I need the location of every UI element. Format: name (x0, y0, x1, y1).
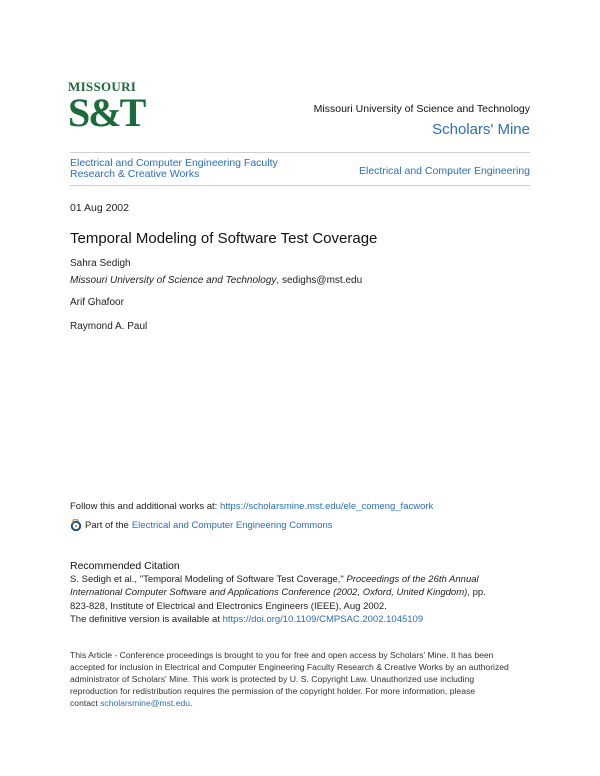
doi-link[interactable]: https://doi.org/10.1109/CMPSAC.2002.1045109 (222, 613, 424, 625)
recommended-citation-heading: Recommended Citation (70, 560, 180, 572)
collection-link-department[interactable]: Electrical and Computer Engineering (358, 165, 530, 177)
notice-line: This Article - Conference proceedings is brought to you for free and open access by Scholars' Mine. It has been (70, 650, 494, 660)
follow-text: Follow this and additional works at: (70, 501, 220, 512)
citation-block (70, 573, 540, 626)
citation-proceedings: Proceedings of the 26th Annual (346, 574, 479, 585)
paper-title: Temporal Modeling of Software Test Coverage (70, 230, 378, 247)
contact-email-link[interactable]: scholarsmine@mst.edu (100, 698, 191, 709)
publication-date: 01 Aug 2002 (70, 202, 129, 214)
part-of-text: Part of the (85, 519, 129, 531)
citation-prefix: S. Sedigh et al., "Temporal Modeling of Software Test Coverage," (70, 574, 347, 585)
notice-line: accepted for inclusion in Electrical and Computer Engineering Faculty Research & Creative Works by an authorized (70, 662, 509, 673)
contact-period: . (190, 698, 193, 709)
university-logo (68, 79, 145, 140)
author-name: Arif Ghafoor (70, 297, 124, 308)
logo-main-text: S&T (68, 90, 145, 135)
affiliation-name: Missouri University of Science and Technology (70, 275, 277, 286)
access-notice (70, 649, 510, 709)
part-of-line (70, 519, 333, 531)
divider-top (70, 152, 530, 153)
collection-link-faculty-works[interactable]: Electrical and Computer Engineering Faculty Research & Creative Works (70, 157, 278, 180)
follow-link[interactable]: https://scholarsmine.mst.edu/ele_comeng_facwork (219, 501, 434, 512)
author-name: Sahra Sedigh (70, 258, 131, 269)
citation-publisher: 823-828, Institute of Electrical and Electronics Engineers (IEEE), Aug 2002. (70, 600, 387, 612)
commons-link[interactable]: Electrical and Computer Engineering Commons (131, 519, 333, 531)
author-affiliation (70, 275, 362, 286)
author-email: , sedighs@mst.edu (276, 275, 363, 286)
citation-conference: International Computer Software and Applications Conference (2002, Oxford, United Kingdom) (70, 587, 468, 599)
contact-text: contact (70, 698, 101, 709)
logo-top-text: MISSOURI (68, 79, 137, 94)
notice-line: reproduction for redistribution requires the permission of the copyright holder. For more information, please (70, 686, 476, 697)
repository-link[interactable]: Scholars' Mine (432, 121, 530, 138)
divider-bottom (70, 185, 530, 186)
citation-pages-label: , pp. (467, 587, 486, 599)
follow-line (70, 501, 433, 512)
author-name: Raymond A. Paul (70, 321, 148, 332)
definitive-version-text: The definitive version is available at (70, 613, 223, 625)
notice-line: administrator of Scholars' Mine. This work is protected by U. S. Copyright Law. Unauthorized use including (70, 674, 475, 685)
open-access-icon (70, 519, 82, 531)
institution-name: Missouri University of Science and Technology (313, 103, 530, 115)
